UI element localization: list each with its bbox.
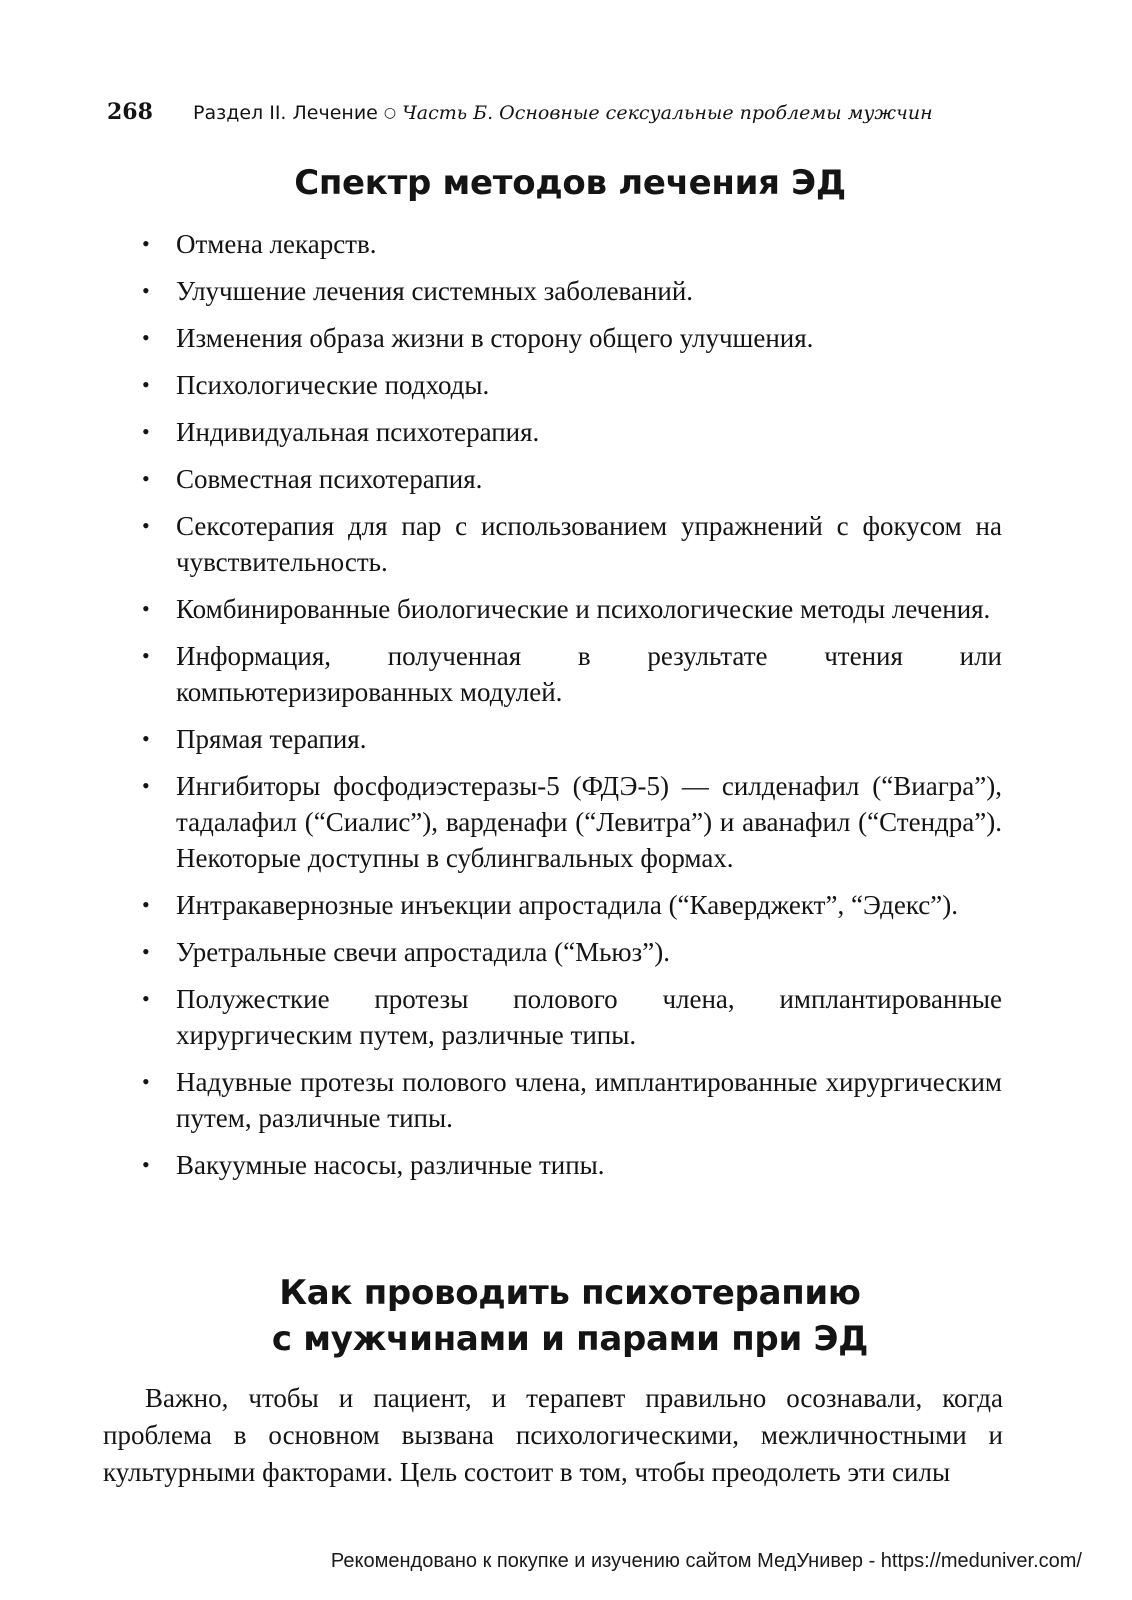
list-item [140,508,1002,580]
list-item-text: Информация, полученная в результате чтения или компьютеризированных модулей. [176,641,1002,707]
list-item [140,934,1002,970]
list-item-text: Сексотерапия для пар с использованием упражнений с фокусом на чувствительность. [176,511,1002,577]
treatment-methods-list [140,226,1002,1194]
list-item [140,638,1002,710]
bullet-icon: • [142,939,150,964]
list-item-text: Совместная психотерапия. [176,464,483,494]
list-item [140,591,1002,627]
list-item [140,768,1002,876]
list-item-text: Вакуумные насосы, различные типы. [176,1150,605,1180]
list-item-text: Комбинированные биологические и психологические методы лечения. [176,594,991,624]
part-label: Часть Б. Основные сексуальные проблемы мужчин [402,102,933,124]
bullet-icon: • [142,325,150,350]
list-item [140,1147,1002,1183]
list-item-text: Интракавернозные инъекции апростадила (“Каверджект”, “Эдекс”). [176,890,958,920]
bullet-icon: • [142,372,150,397]
list-item-text: Индивидуальная психотерапия. [176,417,540,447]
running-header [107,99,1027,133]
section-heading-psychotherapy [140,1270,1000,1362]
list-item-text: Изменения образа жизни в сторону общего улучшения. [176,323,814,353]
list-item [140,273,1002,309]
heading-line-1: Как проводить психотерапию [279,1273,861,1313]
header-separator-icon: ○ [383,105,397,121]
bullet-icon: • [142,466,150,491]
section-heading-treatment-methods: Спектр методов лечения ЭД [294,163,846,203]
bullet-icon: • [142,986,150,1011]
bullet-icon: • [142,419,150,444]
page-number: 268 [107,99,153,125]
list-item-text: Надувные протезы полового члена, имплантированные хирургическим путем, различные типы. [176,1067,1002,1133]
bullet-icon: • [142,513,150,538]
list-item [140,981,1002,1053]
watermark-text: Рекомендовано к покупке и изучению сайтом МедУнивер - https://meduniver.com/ [330,1550,1082,1572]
list-item [140,461,1002,497]
list-item-text: Прямая терапия. [176,724,367,754]
bullet-icon: • [142,643,150,668]
heading-line-2: с мужчинами и парами при ЭД [271,1319,869,1359]
list-item [140,320,1002,356]
list-item [140,226,1002,262]
bullet-icon: • [142,1069,150,1094]
list-item [140,414,1002,450]
bullet-icon: • [142,773,150,798]
body-paragraph: Важно, чтобы и пациент, и терапевт правильно осознавали, когда проблема в основном вызвана психологическими, межличностными и культурными факторами. Цель состоит в том, чтобы преодолеть эти силы [103,1383,1003,1487]
bullet-icon: • [142,231,150,256]
list-item-text: Ингибиторы фосфодиэстеразы-5 (ФДЭ-5) — силденафил (“Виагра”), тадалафил (“Сиалис”), варденафи (“Левитра”) и аванафил (“Стендра”). Некоторые доступны в сублингвальных формах. [176,771,1002,873]
bullet-icon: • [142,278,150,303]
list-item [140,721,1002,757]
list-item-text: Улучшение лечения системных заболеваний. [176,276,694,306]
list-item-text: Психологические подходы. [176,370,490,400]
list-item [140,1064,1002,1136]
list-item [140,887,1002,923]
section-label: Раздел II. Лечение [193,102,378,124]
bullet-icon: • [142,892,150,917]
bullet-icon: • [142,726,150,751]
bullet-icon: • [142,596,150,621]
list-item [140,367,1002,403]
bullet-icon: • [142,1152,150,1177]
list-item-text: Полужесткие протезы полового члена, имплантированные хирургическим путем, различные типы. [176,984,1002,1050]
list-item-text: Отмена лекарств. [176,229,377,259]
list-item-text: Уретральные свечи апростадила (“Мьюз”). [176,937,670,967]
